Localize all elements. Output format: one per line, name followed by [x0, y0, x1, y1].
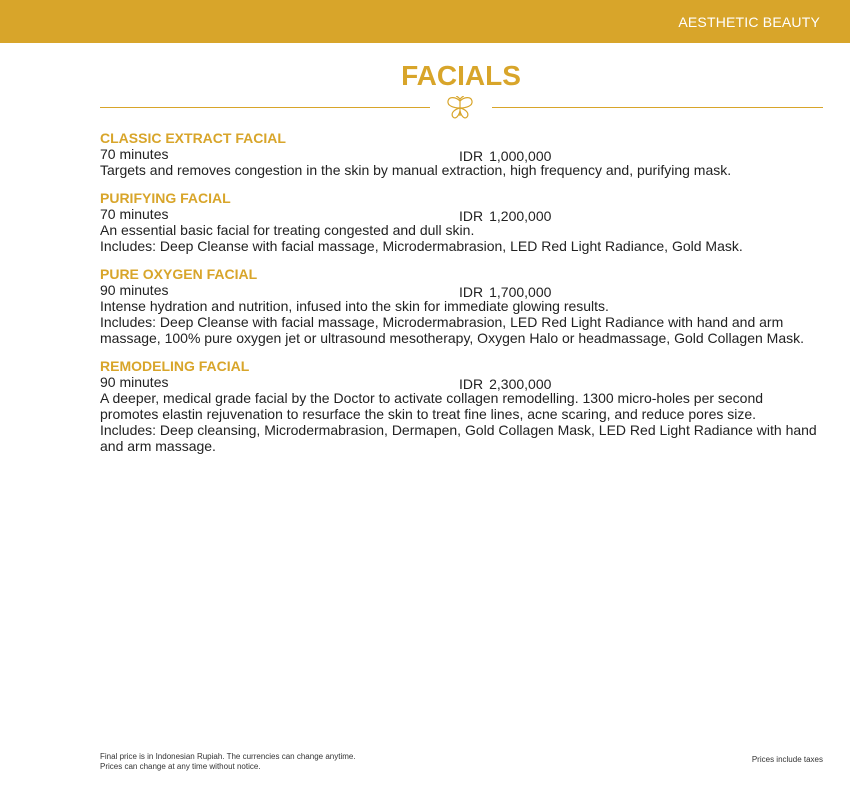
treatment-name: REMODELING FACIAL: [100, 358, 250, 374]
treatment-name: PURE OXYGEN FACIAL: [100, 266, 258, 282]
treatment-duration: 90 minutes: [100, 374, 169, 390]
treatment-meta: [100, 374, 830, 390]
treatment-item: [100, 358, 830, 454]
treatment-description: An essential basic facial for treating congested and dull skin.: [100, 222, 475, 238]
treatment-includes: Includes: Deep Cleanse with facial massage, Microdermabrasion, LED Red Light Radiance with hand and arm massage, 100% pure oxygen jet or ultrasound mesotherapy, Oxygen Halo or headmassage, Gold Collagen Mask.: [100, 314, 805, 346]
treatment-includes: Includes: Deep cleansing, Microdermabrasion, Dermapen, Gold Collagen Mask, LED Red Light Radiance with hand and arm massage.: [100, 422, 817, 454]
treatment-meta: [100, 282, 830, 298]
treatment-meta: [100, 206, 830, 222]
treatment-duration: 70 minutes: [100, 206, 169, 222]
page-title: FACIALS: [401, 60, 521, 91]
treatment-price: [459, 148, 551, 164]
price-amount: 1,700,000: [489, 284, 552, 300]
treatment-item: [100, 130, 830, 178]
treatment-name: PURIFYING FACIAL: [100, 190, 231, 206]
treatment-item: [100, 266, 830, 346]
treatment-list: [100, 130, 830, 466]
treatment-price: [459, 284, 551, 300]
treatment-includes: Includes: Deep Cleanse with facial massage, Microdermabrasion, LED Red Light Radiance, Gold Mask.: [100, 238, 743, 254]
price-amount: 1,200,000: [489, 208, 552, 224]
treatment-duration: 90 minutes: [100, 282, 169, 298]
treatment-description: A deeper, medical grade facial by the Doctor to activate collagen remodelling. 1300 micro-holes per second promotes elastin rejuvenation to resurface the skin to treat fine lines, acne scaring, and reduce pores size.: [100, 390, 764, 422]
price-currency: IDR: [459, 284, 484, 300]
brand-label: AESTHETIC BEAUTY: [678, 14, 820, 30]
divider-line-right: [492, 107, 823, 108]
price-currency: IDR: [459, 208, 484, 224]
price-currency: IDR: [459, 376, 484, 392]
treatment-duration: 70 minutes: [100, 146, 169, 162]
divider-line-left: [100, 107, 430, 108]
treatment-description: Intense hydration and nutrition, infused into the skin for immediate glowing results.: [100, 298, 609, 314]
footer-taxes: Prices include taxes: [751, 755, 823, 764]
butterfly-icon: [440, 96, 480, 120]
price-currency: IDR: [459, 148, 484, 164]
title-divider: [100, 96, 823, 120]
treatment-meta: [100, 146, 830, 162]
footer-note: [100, 752, 356, 772]
price-amount: 1,000,000: [489, 148, 552, 164]
treatment-price: [459, 376, 551, 392]
footer-note-line: Prices can change at any time without notice.: [100, 762, 261, 771]
treatment-description: Targets and removes congestion in the skin by manual extraction, high frequency and, purifying mask.: [100, 162, 732, 178]
treatment-item: [100, 190, 830, 254]
price-amount: 2,300,000: [489, 376, 552, 392]
treatment-price: [459, 208, 551, 224]
header-bar: [0, 0, 850, 43]
treatment-name: CLASSIC EXTRACT FACIAL: [100, 130, 286, 146]
footer-note-line: Final price is in Indonesian Rupiah. The currencies can change anytime.: [100, 752, 356, 761]
